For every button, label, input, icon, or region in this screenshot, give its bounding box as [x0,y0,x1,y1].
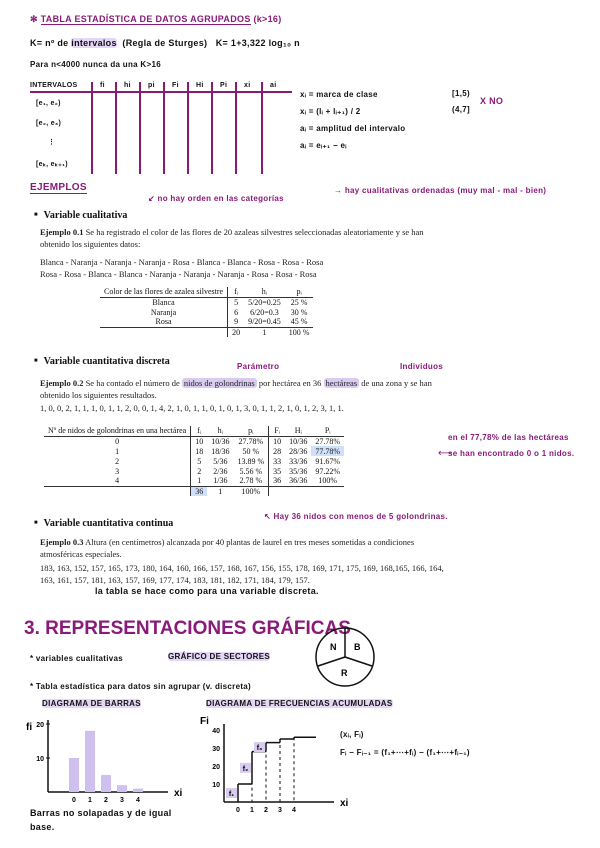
fg-row: [e₁, e₂) [36,100,61,107]
diagrama-frecuencias-title: DIAGRAMA DE FRECUENCIAS ACUMULADAS [206,699,393,708]
frequency-table-lines [30,82,292,174]
table-row [100,307,313,317]
bar-chart [24,712,194,807]
t2-cell [269,486,286,496]
t2-cell: 10 [269,436,286,446]
t2-cell: 27.78% [315,436,341,446]
y-tick-label: 30 [212,746,220,753]
k-line [30,38,300,48]
x-tick-label: 4 [292,807,296,814]
y-tick-label: 10 [212,782,220,789]
t2-cell: 10/36 [211,436,230,446]
x-no-note: X NO [480,96,504,106]
fg-header-Hi: Hi [196,82,204,89]
t2-cell: 28/36 [289,446,308,456]
fg-header-hi: hi [124,82,131,89]
x-tick-label: 3 [278,807,282,814]
t2-cell: 18 [191,446,208,456]
t1-cell: 6 [228,307,245,317]
example-2-text-a: Se ha contado el número de [85,378,180,388]
example-2-text [40,377,460,401]
page-heading [30,14,282,25]
def-xi-formula: xᵢ = (lᵢ + lᵢ₊₁) / 2 [300,107,361,116]
section-cualitativa: ■ Variable cualitativa [34,210,127,221]
t1-header: pᵢ [285,287,314,297]
annotation-no-orden: ↙ no hay orden en las categorías [148,194,284,203]
t2-cell [44,486,191,496]
def-ai-formula: aᵢ = eᵢ₊₁ − eᵢ [300,141,347,150]
fg-header-Pi: Pi [220,82,228,89]
t2-cell: 36/36 [285,476,311,486]
k-rule: (Regla de Sturges) [122,38,208,48]
t1-cell: 6/20=0.3 [250,307,279,317]
para-line: Para n<4000 nunca da una K>16 [30,60,161,69]
t1-cell: 45 % [285,317,314,327]
t2-header: Nº de nidos de golondrinas en una hectárea [44,426,191,436]
table-total-row [44,486,344,496]
step-label: f₂ [242,765,249,773]
annotation-36-text: Hay 36 nidos con menos de 5 golondrinas. [273,512,448,521]
t1-cell: 100 % [288,327,310,337]
t2-cell: 97.22% [315,466,341,476]
fi-formula-pair: (xᵢ, Fᵢ) [340,730,364,739]
y-axis-label: Fi [200,716,209,727]
example-1-body: Se ha registrado el color de las flores de 20 azaleas silvestres seleccionadas aleatoriamente y se han obtenido los siguientes datos: [40,227,424,249]
annotation-cual-ord-text: hay cualitativas ordenadas (muy mal - mal - bien) [344,186,547,195]
x-tick-label: 2 [104,797,108,804]
example-2-text-c: de una zona y se han obtenido los siguientes resultados. [40,378,432,400]
example-2-text-b: por hectárea en 36 [258,378,322,388]
x-tick-label: 2 [264,807,268,814]
k-formula: K= 1+3,322 log₁₀ n [215,38,300,48]
pie-label-r: R [341,668,348,678]
fg-header-fi: fi [100,82,105,89]
example-1-table [100,287,313,337]
annotation-tabla: la tabla se hace como para una variable discreta. [95,586,319,596]
heading-star-icon: ✻ [30,14,41,24]
t2-cell [311,486,344,496]
t1-header: hᵢ [244,287,285,297]
t1-cell: Blanca [152,297,175,307]
annotation-36-nidos: ↖ Hay 36 nidos con menos de 5 golondrinas. [264,512,448,521]
t1-cell: 30 % [290,307,308,317]
t2-cell: 1 [218,486,223,496]
y-tick-label: 40 [212,728,220,735]
t2-cell: 91.67% [315,456,341,466]
fg-row: [eₖ, eₖ₊₁) [36,161,68,168]
fg-header-intervalos: INTERVALOS [30,82,78,89]
example-3-label: Ejemplo 0.3 [40,537,84,547]
t2-cell-highlighted: 77.78% [311,446,344,456]
t1-cell: Rosa [100,317,228,327]
section-3-title: 3. REPRESENTACIONES GRÁFICAS [24,618,351,639]
t2-cell: 35/36 [289,466,308,476]
interval-2: (4,7] [452,105,470,114]
tabla-sin-agrupar: * Tabla estadística para datos sin agrupar (v. discreta) [30,682,252,691]
step-label: f₁ [228,791,235,798]
t2-cell: 100% [241,486,261,496]
y-tick-label: 20 [36,722,44,729]
bar [117,785,127,792]
t2-header: Hᵢ [285,426,311,436]
table-row [44,476,344,486]
pie-sketch [314,626,376,688]
y-tick-label: 20 [212,764,220,771]
bar [101,775,111,792]
t1-header: Color de las flores de azalea silvestre [100,287,228,297]
t2-header: fᵢ [191,426,208,436]
t2-cell: 2 [191,466,208,476]
t2-cell: 1 [115,446,120,456]
x-axis-label: xi [340,798,349,809]
t2-cell: 5.56 % [239,466,263,476]
t2-cell: 100% [311,476,344,486]
t2-header: pᵢ [233,426,268,436]
t1-cell: 20 [228,327,245,337]
t2-cell [285,486,311,496]
example-3-text [40,536,450,560]
table-row [44,466,344,476]
table-row [44,436,344,446]
t2-header: Pᵢ [311,426,344,436]
t2-cell: 4 [44,476,191,486]
ejemplos-heading: EJEMPLOS [30,182,87,193]
fg-header-xi: xi [244,82,251,89]
example-2-data: 1, 0, 0, 2, 1, 1, 1, 0, 1, 1, 2, 0, 0, 1, 4, 2, 1, 0, 1, 1, 0, 1, 0, 1, 3, 0, 1, 1, 2, 1, 0, 1, 2, 3, 1, 1. [40,403,344,413]
t2-cell: 2/36 [213,466,228,476]
table-total-row [100,327,313,337]
x-tick-label: 3 [120,797,124,804]
t2-cell: 36 [269,476,286,486]
t2-cell: 5 [191,456,208,466]
t1-cell: Naranja [150,307,177,317]
t1-header: fᵢ [228,287,245,297]
t1-cell: 5 [228,297,245,307]
definitions [300,86,405,154]
y-tick-label: 10 [36,756,44,763]
cumulative-step-chart [196,712,366,822]
t1-cell [100,327,228,337]
table-row [44,446,344,456]
fg-row: ⋮ [48,139,56,146]
t2-cell: 0 [115,436,120,446]
example-2-highlight-nidos: nidos de golondrinas [183,378,255,388]
t2-cell: 28 [269,446,286,456]
example-3-data: 183, 163, 152, 157, 165, 173, 180, 164, 160, 166, 157, 168, 167, 156, 155, 178, 169, 171, 175, 169, 168,165, 166, 164, 163, 161, 157, 181, 163, 157, 169, 177, 174, 183, 181, 182, 171, 184, 179, 157. [40,563,444,585]
bar [133,789,143,792]
def-ai: aᵢ = amplitud del intervalo [300,124,406,133]
t1-cell: 25 % [290,297,308,307]
t1-cell: 9 [228,317,245,327]
bar [85,731,95,792]
t1-cell: 1 [262,327,267,337]
pie-label-b: B [354,642,361,652]
t2-cell: 1/36 [207,476,233,486]
t2-cell: 33 [269,456,286,466]
grafico-sectores: GRÁFICO DE SECTORES [168,652,271,661]
example-3-body: Altura (en centímetros) alcanzada por 40 plantas de laurel en tres meses sometidas a condiciones atmosféricas especiales. [40,537,415,559]
section-continua: ■ Variable cuantitativa continua [34,518,173,529]
arrow-icon: ⟵ [438,448,453,459]
annotation-parametro: Parámetro [237,362,280,371]
t2-cell: 2.78 % [233,476,268,486]
x-tick-label: 0 [236,807,240,814]
t2-cell: 3 [115,466,120,476]
t2-cell: 18/36 [211,446,230,456]
t2-cell: 35 [269,466,286,476]
diagrama-barras-title: DIAGRAMA DE BARRAS [42,699,141,708]
def-xi: xᵢ = marca de clase [300,90,378,99]
heading-note: (k>16) [253,14,282,24]
table-row [44,456,344,466]
annotation-77-78: en el 77,78% de las hectáreas se han encontrado 0 o 1 nidos. [448,433,575,458]
example-1-text [40,226,450,250]
table-row [100,297,313,307]
t1-cell: 9/20=0.45 [244,317,285,327]
barras-note: Barras no solapadas y de igual base. [30,808,172,832]
example-2-table [44,426,344,496]
x-tick-label: 4 [136,797,140,804]
variables-cualitativas: * variables cualitativas [30,654,124,663]
pie-label-n: N [330,642,337,652]
section-discreta: ■ Variable cuantitativa discreta [34,356,170,367]
heading-title: TABLA ESTADÍSTICA DE DATOS AGRUPADOS [40,14,251,24]
t2-header: hᵢ [207,426,233,436]
table-row [100,317,313,327]
t2-cell: 33/36 [289,456,308,466]
t2-cell: 10 [191,436,208,446]
example-1-label: Ejemplo 0.1 [40,227,84,237]
x-tick-label: 1 [88,797,92,804]
t2-total-highlighted: 36 [191,486,208,496]
t2-cell: 2 [115,456,120,466]
annotation-no-orden-text: no hay orden en las categorías [157,194,284,203]
t1-cell: 5/20=0.25 [248,297,281,307]
t2-header: Fᵢ [269,426,286,436]
annotation-cualitativas-ordenadas: → hay cualitativas ordenadas (muy mal - mal - bien) [334,186,547,195]
example-2-highlight-hectareas: hectáreas [325,378,358,388]
interval-1: [1,5) [452,89,470,98]
interval-examples [452,86,470,118]
frequency-table-sketch [30,82,292,174]
k-label: K= nº de [30,38,69,48]
x-tick-label: 1 [250,807,254,814]
t2-cell: 1 [191,476,208,486]
fg-header-Fi: Fi [172,82,179,89]
fg-header-ai: ai [270,82,277,89]
x-axis-label: xi [174,788,183,799]
t2-cell: 10/36 [289,436,308,446]
step-label: f₃ [256,745,263,753]
bar [69,758,79,792]
fg-row: [e₂, e₃) [36,120,62,127]
fg-header-pi: pi [148,82,155,89]
k-intervalos: intervalos [71,38,117,48]
t2-cell: 27.78% [238,436,264,446]
t2-cell: 13.89 % [237,456,265,466]
t2-cell: 5/36 [213,456,228,466]
example-2-label: Ejemplo 0.2 [40,378,84,388]
t2-cell: 50 % [242,446,260,456]
fi-formula: Fᵢ − Fᵢ₋₁ = (f₁+⋯+fᵢ) − (f₁+⋯+fᵢ₋₁) [340,748,470,757]
example-1-data1: Blanca - Naranja - Naranja - Naranja - Rosa - Blanca - Blanca - Rosa - Rosa - Rosa [40,257,324,267]
example-1-data2: Rosa - Rosa - Blanca - Blanca - Naranja - Naranja - Naranja - Rosa - Rosa - Rosa [40,269,317,279]
x-tick-label: 0 [72,797,76,804]
y-axis-label: fi [26,722,33,733]
annotation-individuos: Individuos [400,362,443,371]
